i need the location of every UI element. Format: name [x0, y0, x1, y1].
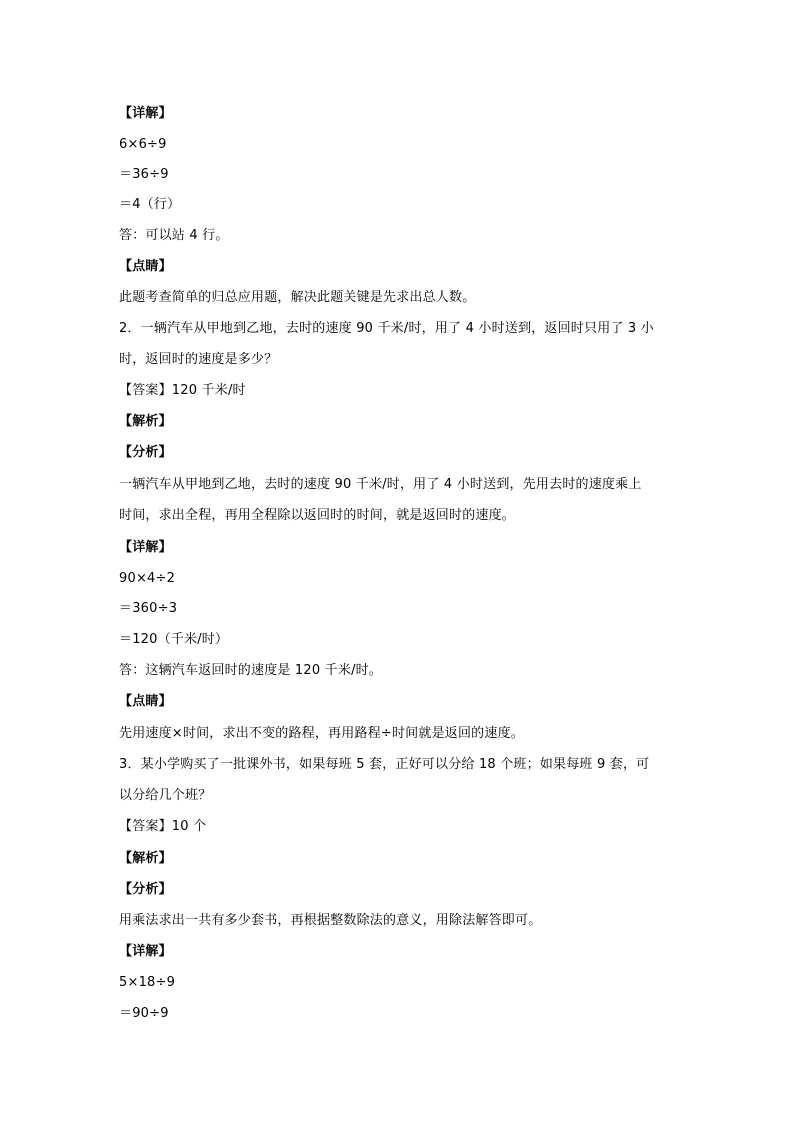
answer-line: 答：可以站 4 行。 — [119, 228, 229, 243]
section-heading-analysis: 【解析】 — [119, 414, 172, 429]
calc-line: 90×4÷2 — [119, 571, 176, 586]
section-heading-detail: 【详解】 — [119, 944, 172, 959]
answer-heading: 【答案】120 千米/时 — [119, 383, 246, 398]
section-heading-comment: 【点睛】 — [119, 259, 172, 274]
analysis-text: 时间，求出全程，再用全程除以返回时的时间，就是返回时的速度。 — [119, 508, 516, 523]
calc-line: ＝360÷3 — [119, 601, 178, 616]
comment-text: 此题考查简单的归总应用题，解决此题关键是先求出总人数。 — [119, 290, 476, 305]
section-heading-analysis-sub: 【分析】 — [119, 445, 172, 460]
section-heading-analysis: 【解析】 — [119, 851, 172, 866]
question-text: 时，返回时的速度是多少？ — [119, 352, 278, 367]
question-text: 以分给几个班？ — [119, 788, 212, 803]
comment-text: 先用速度×时间，求出不变的路程，再用路程÷时间就是返回的速度。 — [119, 726, 524, 741]
answer-heading: 【答案】10 个 — [119, 819, 207, 834]
answer-line: 答：这辆汽车返回时的速度是 120 千米/时。 — [119, 663, 383, 678]
calc-line: 5×18÷9 — [119, 975, 176, 990]
analysis-text: 用乘法求出一共有多少套书，再根据整数除法的意义，用除法解答即可。 — [119, 913, 542, 928]
question-text: 3．某小学购买了一批课外书，如果每班 5 套，正好可以分给 18 个班；如果每班 9 套，可 — [119, 757, 650, 772]
question-text: 2．一辆汽车从甲地到乙地，去时的速度 90 千米/时，用了 4 小时送到，返回时只用了 3 小 — [119, 321, 654, 336]
section-heading-detail: 【详解】 — [119, 106, 172, 121]
section-heading-analysis-sub: 【分析】 — [119, 882, 172, 897]
calc-line: ＝36÷9 — [119, 167, 169, 182]
analysis-text: 一辆汽车从甲地到乙地，去时的速度 90 千米/时，用了 4 小时送到，先用去时的速度乘上 — [119, 477, 642, 492]
calc-line: ＝120（千米/时） — [119, 632, 229, 647]
calc-line: ＝90÷9 — [119, 1006, 169, 1021]
section-heading-comment: 【点睛】 — [119, 694, 172, 709]
calc-line: ＝4（行） — [119, 197, 181, 212]
section-heading-detail: 【详解】 — [119, 540, 172, 555]
calc-line: 6×6÷9 — [119, 137, 167, 152]
